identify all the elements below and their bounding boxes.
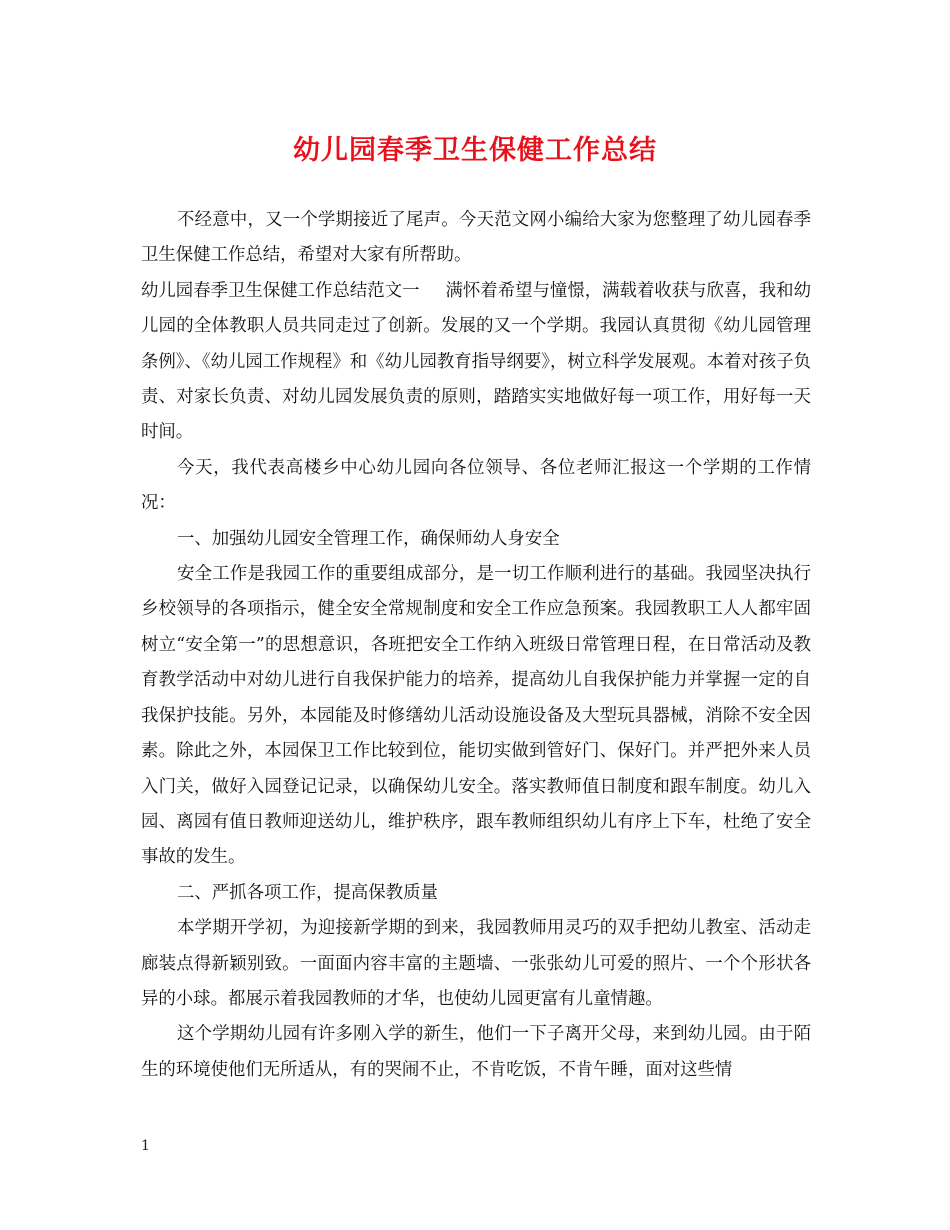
environment-paragraph: 本学期开学初，为迎接新学期的到来，我园教师用灵巧的双手把幼儿教室、活动走廊装点得新颖别致。一面面内容丰富的主题墙、一张张幼儿可爱的照片、一个个形状各异的小球。都展示着我园教师的才华，也使幼儿园更富有儿童情趣。: [141, 918, 811, 1009]
page-number: 1: [141, 1138, 150, 1154]
section-text: 满怀着希望与憧憬，满载着收获与欣喜，我和幼儿园的全体教职人员共同走过了创新。发展的又一个学期。我园认真贯彻《幼儿园管理条例》、《幼儿园工作规程》和《幼儿园教育指导纲要》，树立科学发展观。本着对孩子负责、对家长负责、对幼儿园发展负责的原则，踏踏实实地做好每一项工作，用好每一天时间。: [141, 280, 811, 443]
intro-paragraph: 不经意中，又一个学期接近了尾声。今天范文网小编给大家为您整理了幼儿园春季卫生保健工作总结，希望对大家有所帮助。: [141, 210, 811, 266]
report-intro-paragraph: 今天，我代表高楼乡中心幼儿园向各位领导、各位老师汇报这一个学期的工作情况：: [141, 457, 811, 514]
new-students-paragraph: 这个学期幼儿园有许多刚入学的新生，他们一下子离开父母，来到幼儿园。由于陌生的环境使他们无所适从，有的哭闹不止，不肯吃饭，不肯午睡，面对这些情: [141, 1024, 811, 1080]
heading-safety: 一、加强幼儿园安全管理工作，确保师幼人身安全: [177, 528, 560, 549]
document-title: 幼儿园春季卫生保健工作总结: [293, 135, 657, 166]
section-paragraph: [141, 274, 811, 451]
section-label: 幼儿园春季卫生保健工作总结范文一: [141, 280, 420, 301]
heading-quality: 二、严抓各项工作，提高保教质量: [177, 882, 438, 903]
safety-paragraph: 安全工作是我园工作的重要组成部分，是一切工作顺利进行的基础。我园坚决执行乡校领导的各项指示，健全安全常规制度和安全工作应急预案。我园教职工人人都牢固树立“安全第一”的思想意识，各班把安全工作纳入班级日常管理日程，在日常活动及教育教学活动中对幼儿进行自我保护能力的培养，提高幼儿自我保护能力并掌握一定的自我保护技能。另外，本园能及时修缮幼儿活动设施设备及大型玩具器械，消除不安全因素。除此之外，本园保卫工作比较到位，能切实做到管好门、保好门。并严把外来人员入门关，做好入园登记记录，以确保幼儿安全。落实教师值日制度和跟车制度。幼儿入园、离园有值日教师迎送幼儿，维护秩序，跟车教师组织幼儿有序上下车，杜绝了安全事故的发生。: [141, 564, 811, 868]
document-body: [141, 203, 811, 1088]
